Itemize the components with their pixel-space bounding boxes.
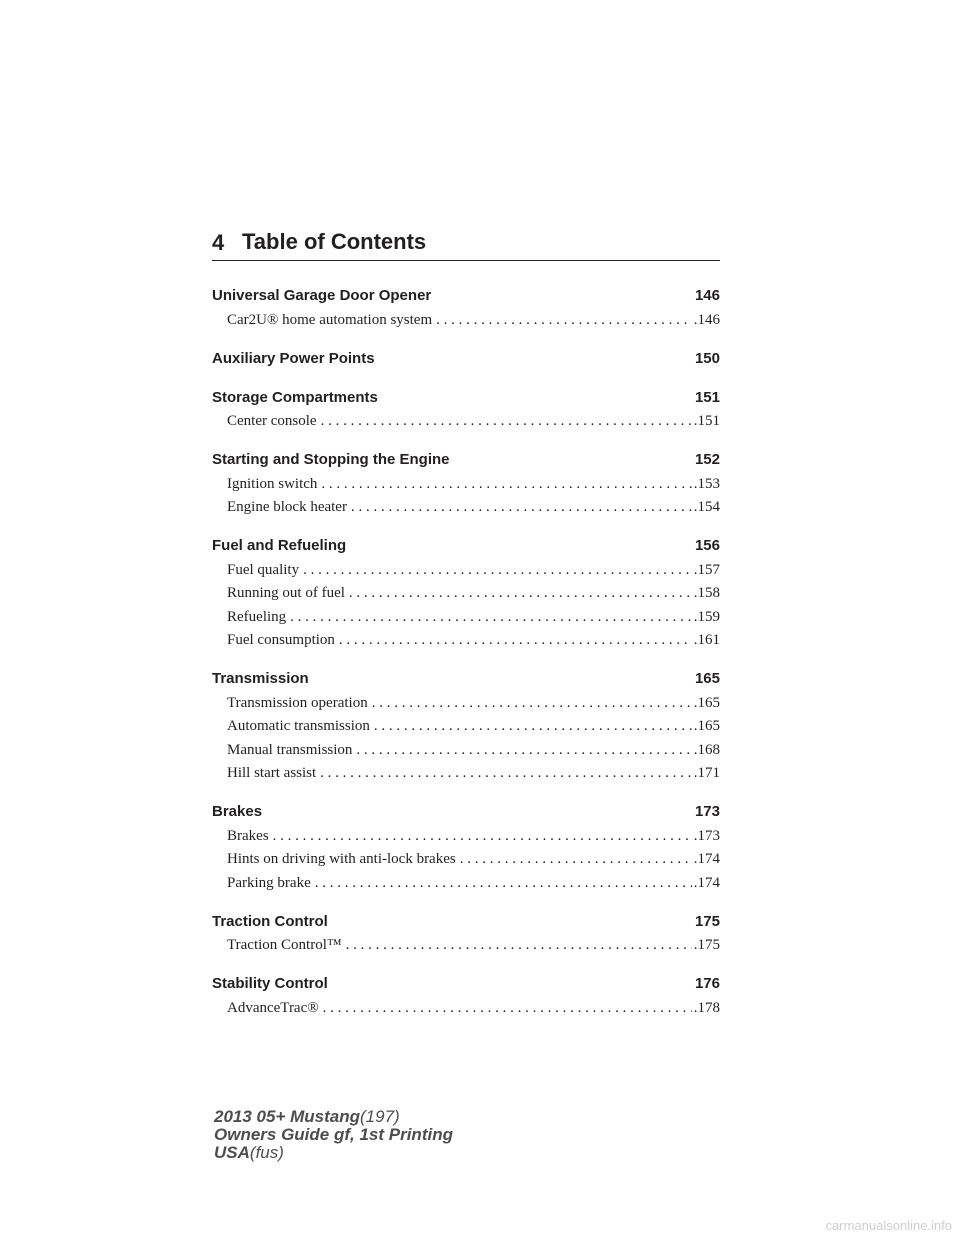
toc-entry[interactable]: [212, 934, 720, 956]
watermark: carmanualsonline.info: [825, 1218, 952, 1233]
footer-line-2: [214, 1126, 453, 1144]
entry-page-number: .171: [693, 765, 720, 781]
entry-page-number: .165: [693, 718, 720, 734]
section-title: Universal Garage Door Opener: [212, 287, 432, 304]
entry-label: Refueling: [227, 608, 287, 625]
entry-label: Manual transmission: [227, 741, 353, 758]
entry-label: Automatic transmission: [227, 718, 370, 734]
entry-page-number: .146: [693, 311, 720, 328]
toc-entry[interactable]: [212, 848, 720, 870]
page-number: 4: [212, 230, 225, 255]
section-page-number: 173: [694, 803, 720, 820]
entry-page-number: .151: [693, 413, 720, 429]
toc-section: [212, 801, 720, 894]
toc-entry[interactable]: [212, 309, 720, 331]
section-entries: [212, 309, 720, 331]
dot-leader: [460, 848, 692, 870]
footer-line-3: [214, 1144, 453, 1162]
page-header: [212, 228, 720, 261]
toc-entry[interactable]: [212, 715, 720, 737]
entry-page-number: .159: [693, 608, 720, 625]
dot-leader: [436, 309, 692, 331]
toc-section: [212, 348, 720, 370]
section-title: Stability Control: [212, 975, 328, 992]
page-title: Table of Contents: [242, 229, 427, 254]
toc-section: [212, 387, 720, 433]
section-heading[interactable]: [212, 801, 720, 823]
section-entries: [212, 825, 720, 894]
dot-leader: [273, 825, 692, 847]
toc-section: [212, 973, 720, 1019]
dot-leader: [323, 997, 692, 1019]
dot-leader: [321, 410, 692, 432]
footer-region-code: (fus): [249, 1143, 284, 1162]
dot-leader: [303, 559, 692, 581]
entry-page-number: .173: [693, 827, 720, 844]
entry-page-number: .158: [693, 585, 720, 601]
section-page-number: 156: [694, 537, 720, 554]
entry-label: Fuel quality: [227, 561, 300, 578]
toc-entry[interactable]: [212, 582, 720, 604]
toc-entry[interactable]: [212, 410, 720, 432]
toc-entry[interactable]: [212, 496, 720, 518]
footer-code: (197): [360, 1107, 400, 1126]
dot-leader: [349, 582, 692, 604]
section-title: Fuel and Refueling: [212, 537, 347, 554]
section-title: Brakes: [212, 803, 263, 820]
section-entries: [212, 559, 720, 652]
entry-label: AdvanceTrac®: [227, 999, 319, 1016]
section-entries: [212, 692, 720, 785]
toc-entry[interactable]: [212, 692, 720, 714]
section-page-number: 165: [694, 670, 720, 687]
entry-page-number: .174: [693, 874, 720, 891]
toc-entry[interactable]: [212, 606, 720, 628]
entry-page-number: .175: [693, 937, 720, 953]
entry-label: Running out of fuel: [227, 585, 345, 601]
entry-page-number: .174: [693, 851, 720, 867]
section-entries: [212, 997, 720, 1019]
entry-page-number: .165: [693, 694, 720, 711]
entry-label: Center console: [227, 413, 317, 429]
section-heading[interactable]: [212, 911, 720, 933]
entry-label: Hill start assist: [227, 765, 317, 781]
dot-leader: [374, 715, 692, 737]
section-heading[interactable]: [212, 535, 720, 557]
section-title: Starting and Stopping the Engine: [212, 451, 450, 468]
toc-entry[interactable]: [212, 825, 720, 847]
dot-leader: [320, 762, 692, 784]
toc-entry[interactable]: [212, 872, 720, 894]
section-heading[interactable]: [212, 285, 720, 307]
toc-entry[interactable]: [212, 629, 720, 651]
section-entries: [212, 934, 720, 956]
dot-leader: [356, 739, 691, 761]
section-heading[interactable]: [212, 387, 720, 409]
footer-model: 2013 05+ Mustang: [214, 1107, 360, 1126]
section-page-number: 151: [694, 388, 720, 406]
toc-section: [212, 535, 720, 651]
entry-label: Transmission operation: [227, 694, 368, 711]
section-title: Traction Control: [212, 912, 328, 930]
entry-label: Traction Control™: [227, 937, 342, 953]
dot-leader: [339, 629, 692, 651]
toc-section: [212, 911, 720, 957]
section-page-number: 146: [694, 287, 720, 304]
entry-page-number: .157: [693, 561, 720, 578]
dot-leader: [372, 692, 692, 714]
entry-label: Ignition switch: [227, 475, 318, 492]
section-page-number: 152: [694, 451, 720, 468]
section-heading[interactable]: [212, 449, 720, 471]
toc-entry[interactable]: [212, 559, 720, 581]
section-heading[interactable]: [212, 668, 720, 690]
entry-label: Hints on driving with anti-lock brakes: [227, 851, 456, 867]
toc-section: [212, 285, 720, 331]
section-page-number: 175: [694, 912, 720, 930]
entry-label: Brakes: [227, 827, 269, 844]
dot-leader: [351, 496, 692, 518]
toc-section: [212, 449, 720, 518]
entry-page-number: .168: [693, 741, 720, 758]
entry-label: Engine block heater: [227, 499, 347, 515]
entry-page-number: .161: [693, 632, 720, 648]
toc-section: [212, 668, 720, 784]
section-title: Transmission: [212, 670, 309, 687]
toc-entry[interactable]: [212, 997, 720, 1019]
entry-page-number: .178: [693, 999, 720, 1016]
dot-leader: [290, 606, 692, 628]
entry-page-number: .153: [693, 475, 720, 492]
entry-label: Car2U® home automation system: [227, 311, 433, 328]
footer-region: USA: [214, 1143, 250, 1162]
section-page-number: 176: [694, 975, 720, 992]
section-title: Auxiliary Power Points: [212, 349, 375, 367]
toc-entry[interactable]: [212, 739, 720, 761]
entry-page-number: .154: [693, 499, 720, 515]
dot-leader: [321, 473, 691, 495]
toc-entry[interactable]: [212, 762, 720, 784]
toc-entry[interactable]: [212, 473, 720, 495]
entry-label: Parking brake: [227, 874, 311, 891]
section-entries: [212, 410, 720, 432]
table-of-contents: [212, 268, 720, 1019]
dot-leader: [315, 872, 692, 894]
print-footer: [214, 1108, 453, 1162]
section-page-number: 150: [694, 349, 720, 367]
section-heading[interactable]: [212, 973, 720, 995]
footer-guide: Owners Guide gf, 1st Printing: [214, 1125, 453, 1144]
dot-leader: [346, 934, 692, 956]
section-heading[interactable]: [212, 348, 720, 370]
section-entries: [212, 473, 720, 519]
section-title: Storage Compartments: [212, 388, 378, 406]
footer-line-1: [214, 1108, 453, 1126]
entry-label: Fuel consumption: [227, 632, 335, 648]
